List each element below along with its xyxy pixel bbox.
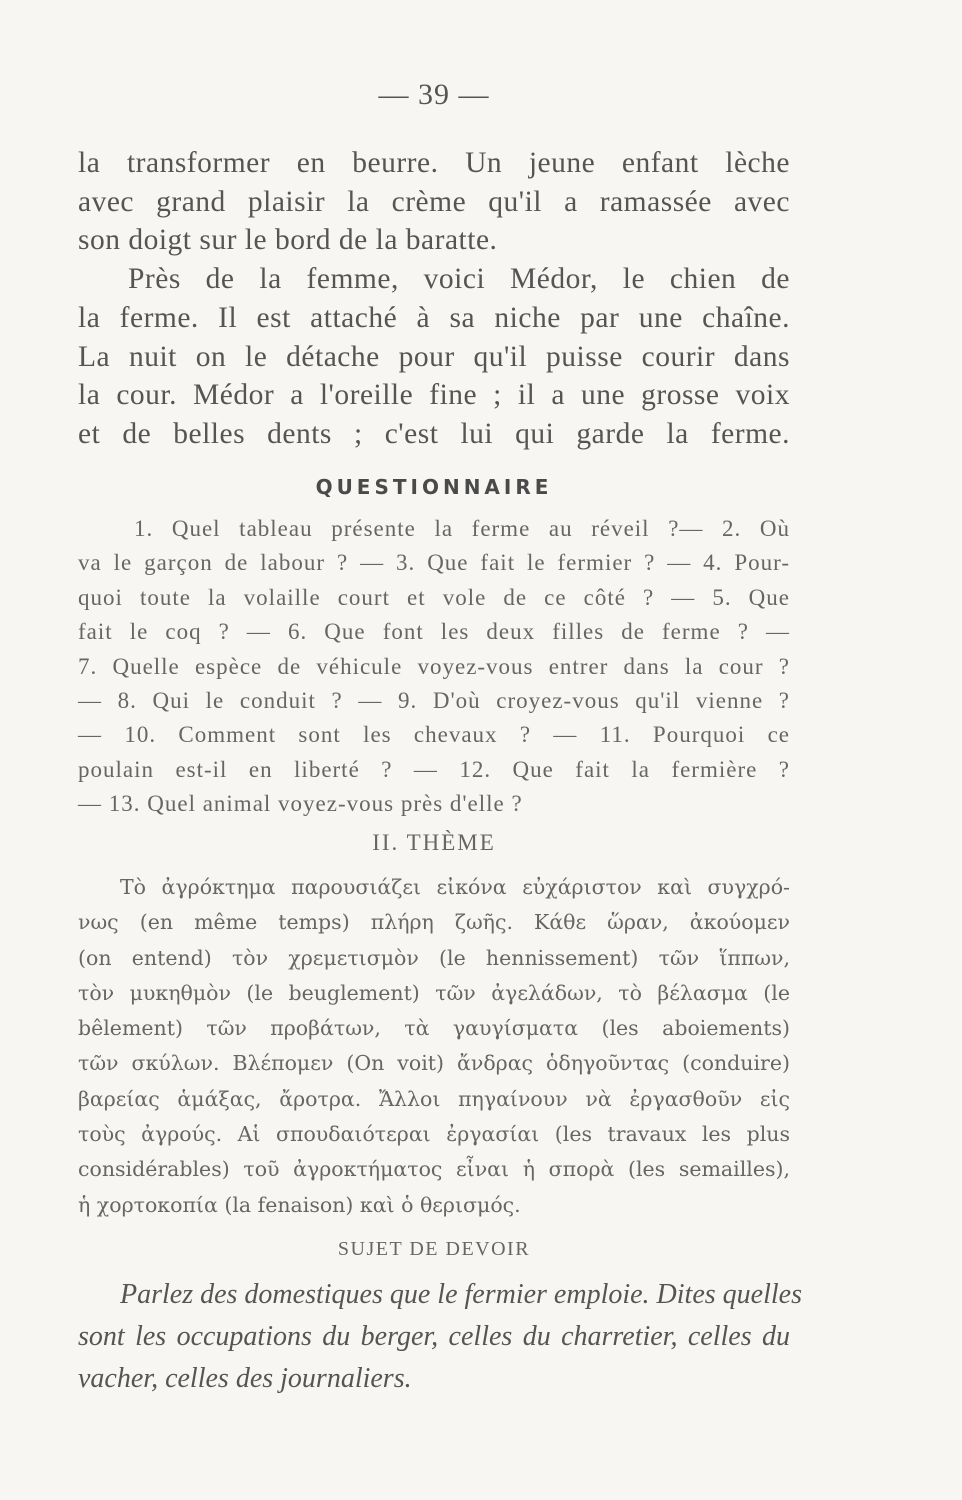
question-line: va le garçon de labour ? — 3. Que fait le fermier ? — 4. Pour- [78, 550, 790, 576]
passage-line: la transformer en beurre. Un jeune enfant lèche [78, 147, 790, 179]
theme-line: βαρείας ἁμάξας, ἄροτρα. Ἄλλοι πηγαίνουν νὰ ἐργασθοῦν εἰς [78, 1086, 790, 1111]
theme-heading: II. THÈME [372, 830, 496, 855]
theme-line: νως (en même temps) πλήρη ζωῆς. Κάθε ὥραν, ἀκούομεν [78, 910, 790, 935]
theme-text [78, 870, 790, 1223]
passage-line: la ferme. Il est attaché à sa niche par une chaîne. [78, 301, 790, 334]
question-line: 7. Quelle espèce de véhicule voyez-vous entrer dans la cour ? [78, 653, 790, 679]
question-line: 1. Quel tableau présente la ferme au réveil ?— 2. Où [134, 516, 790, 541]
question-line: — 8. Qui le conduit ? — 9. D'où croyez-vous qu'il vienne ? [78, 688, 790, 714]
question-line: quoi toute la volaille court et vole de ce côté ? — 5. Que [78, 584, 790, 610]
sujet-line: sont les occupations du berger, celles du charretier, celles du [78, 1321, 790, 1352]
question-line: — 10. Comment sont les chevaux ? — 11. Pourquoi ce [78, 722, 790, 748]
theme-line: τὸν μυκηθμὸν (le beuglement) τῶν ἀγελάδων, τὸ βέλασμα (le [78, 980, 790, 1005]
sujet-line: Parlez des domestiques que le fermier emploie. Dites quelles [120, 1279, 802, 1310]
theme-line: considérables) τοῦ ἀγροκτήματος εἶναι ἡ σπορὰ (les semailles), [78, 1157, 790, 1182]
passage-line: son doigt sur le bord de la baratte. [78, 224, 498, 257]
question-line: fait le coq ? — 6. Que font les deux filles de ferme ? — [78, 619, 790, 645]
theme-line: (on entend) τὸν χρεμετισμὸν (le hennissement) τῶν ἵππων, [78, 945, 790, 970]
sujet-text [78, 1274, 802, 1400]
passage-line: avec grand plaisir la crème qu'il a ramassée avec [78, 185, 790, 218]
questionnaire-heading: QUESTIONNAIRE [315, 475, 553, 499]
passage-line: la cour. Médor a l'oreille fine ; il a une grosse voix [78, 379, 790, 412]
passage-line: et de belles dents ; c'est lui qui garde la ferme. [78, 417, 790, 450]
sujet-line: vacher, celles des journaliers. [78, 1363, 412, 1394]
theme-line: bêlement) τῶν προβάτων, τὰ γαυγίσματα (les aboiements) [78, 1016, 790, 1041]
question-line: poulain est-il en liberté ? — 12. Que fait la fermière ? [78, 756, 790, 782]
sujet-heading: SUJET DE DEVOIR [337, 1238, 531, 1260]
theme-line: ἡ χορτοκοπία (la fenaison) καὶ ὁ θερισμός. [78, 1192, 521, 1217]
passage-line: Près de la femme, voici Médor, le chien de [128, 263, 790, 296]
passage-line: La nuit on le détache pour qu'il puisse courir dans [78, 340, 790, 373]
reading-passage [78, 144, 790, 454]
theme-line: τοὺς ἀγρούς. Αἱ σπουδαιότεραι ἐργασίαι (les travaux les plus [78, 1122, 790, 1147]
theme-line: τῶν σκύλων. Βλέπομεν (On voit) ἄνδρας ὁδηγοῦντας (conduire) [78, 1051, 790, 1076]
page-number: — 39 — [378, 78, 490, 111]
theme-line: Τὸ ἀγρόκτημα παρουσιάζει εἰκόνα εὐχάριστον καὶ συγχρό- [120, 875, 790, 899]
questionnaire-text [78, 512, 790, 822]
question-line: — 13. Quel animal voyez-vous près d'elle ? [78, 791, 523, 817]
